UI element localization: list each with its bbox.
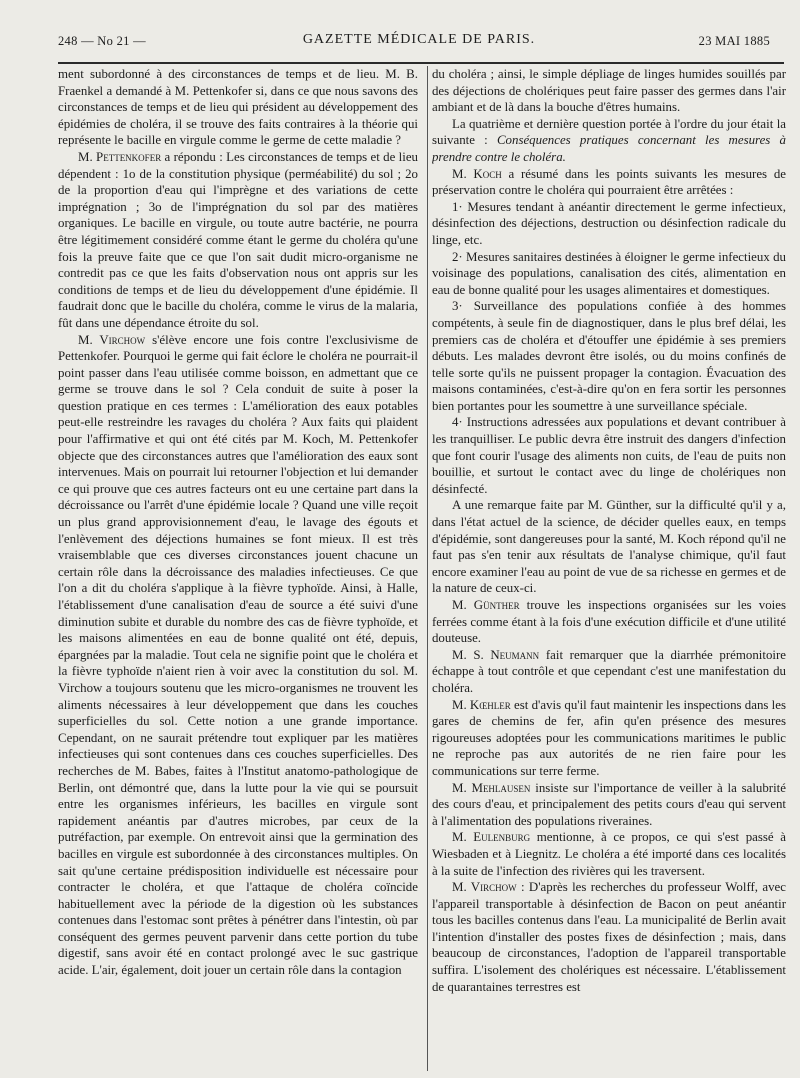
speaker-name: M. Kœhler (451, 697, 511, 712)
header-rule (58, 62, 784, 64)
paragraph (432, 66, 786, 116)
paragraph-text: A une remarque faite par M. Günther, sur la difficulté qu'il y a, dans l'état actuel de la science, de décider quelles eaux, en temps d'épidémie, sont dangereuses pour la santé, M. Koch répond qu'il ne faut pas s'en tenir aux résultats de l'analyse chimique, qu'il faut encore examiner l'eau au point de vue de sa richesse en germes et de la nature de ceux-ci. (431, 498, 786, 596)
speaker-name: M. Mehlausen (451, 780, 531, 795)
issue-date: 23 MAI 1885 (698, 34, 770, 48)
paragraph-text: du choléra ; ainsi, le simple dépliage de linges humides souillés par des déjections de cholériques peut faire passer des germes dans l'air ambiant et de là dans la bouche d'êtres humains. (431, 67, 786, 115)
paragraph-text: mentionne, à ce propos, ce qui s'est passé à Wiesbaden et à Liegnitz. Le choléra a été importé dans ces localités à la suite de l'infection des rivières qui les traversent. (431, 830, 786, 878)
speaker-name: M. Koch (451, 166, 502, 181)
paragraph-text: insiste sur l'importance de veiller à la salubrité des cours d'eau, et principalement des petits cours d'eau qui servent à l'alimentation des populations riveraines. (431, 780, 786, 828)
paragraph-text: 1· Mesures tendant à anéantir directement le germe infectieux, désinfection des déjections, destruction ou désinfection radicale du linge, etc. (431, 199, 786, 247)
paragraph (432, 597, 786, 647)
paragraph (432, 697, 786, 780)
paragraph (432, 199, 786, 249)
paragraph (432, 116, 786, 166)
paragraph (58, 332, 418, 979)
speaker-name: M. Eulenburg (451, 830, 531, 845)
paragraph (432, 829, 786, 879)
speaker-name: M. S. Neumann (451, 647, 540, 662)
paragraph (432, 780, 786, 830)
paragraph (432, 298, 786, 414)
paragraph (432, 647, 786, 697)
column-divider (427, 66, 428, 1071)
paragraph-text: a résumé dans les points suivants les mesures de préservation contre le choléra qui pourraient être arrêtées : (431, 166, 786, 198)
left-column (58, 66, 422, 1071)
paragraph-text: ment subordonné à des circonstances de temps et de lieu. M. B. Fraenkel a demandé à M. Pettenkofer si, dans ce que nous savons des circonstances de temps et de lieu qui président au développement des épidémies de choléra, il se trouve des faits contraires à la théorie qui représente le bacille en virgule comme le germe de cette maladie ? (58, 67, 418, 148)
paragraph-text: La quatrième et dernière question portée à l'ordre du jour était la suivante : (431, 116, 786, 148)
speaker-name: M. Pettenkofer (78, 149, 162, 164)
paragraph (432, 166, 786, 199)
paragraph-text: trouve les inspections organisées sur les voies ferrées comme étant à la fois d'une exécution difficile et d'une utilité douteuse. (431, 598, 786, 646)
paragraph (432, 249, 786, 299)
paragraph (58, 66, 418, 149)
page-number: 248 — No 21 — (58, 34, 146, 48)
page-header (58, 28, 780, 58)
paragraph (58, 149, 418, 332)
paragraph (432, 414, 786, 497)
paragraph (432, 879, 786, 995)
paragraph-text: 4· Instructions adressées aux populations et devant contribuer à les tranquilliser. Le public devra être instruit des dangers d'infection que font courir l'usage des aliments non cuits, de l'eau de puits non bouillie, et surtout le contact avec du linge de cholériques non désinfecté. (431, 415, 786, 496)
paragraph-text: fait remarquer que la diarrhée prémonitoire échappe à tout contrôle et que cependant c'est une manifestation du choléra. (431, 647, 786, 695)
publication-title: GAZETTE MÉDICALE DE PARIS. (302, 32, 536, 47)
speaker-name: M. Virchow (451, 880, 517, 895)
paragraph-text: est d'avis qu'il faut maintenir les inspections dans les gares de chemins de fer, afin qu'en présence des mesures rigoureuses adoptées pour les communications maritimes le public ne reproche pas aux autorités de ne rien faire pour les communications sur terre ferme. (431, 697, 786, 778)
paragraph (432, 497, 786, 597)
paragraph-text: : D'après les recherches du professeur Wolff, avec l'appareil transportable à désinfection de Bacon on peut anéantir tous les bacilles contenus dans l'eau. La municipalité de Berlin avait l'intention d'installer des postes fixes de désinfection ; mais, dans beaucoup de circonstances, l'adoption de l'appareil transportable suffira. L'isolement des cholériques est nécessaire. L'établissement de quarantaines terrestres est (431, 880, 786, 994)
paragraph-text: 2· Mesures sanitaires destinées à éloigner le germe infectieux du voisinage des populations, canalisation des cités, alimentation en eau de bonne qualité pour les usages alimentaires et domestiques. (431, 249, 786, 297)
paragraph-text: 3· Surveillance des populations confiée à des hommes compétents, à seule fin de diagnostiquer, dans le plus bref délai, les premiers cas de choléra et d'étouffer une épidémie à ses premiers débuts. Les malades devront être isolés, ou du moins confinés de telle sorte qu'ils ne puissent propager la contagion. Évacuation des maisons contaminées, c'est-à-dire qu'on en fera sortir les personnes bien portantes pour les soumettre à une surveillance spéciale. (431, 299, 786, 413)
speaker-name: M. Virchow (78, 332, 146, 347)
paragraph-text: s'élève encore une fois contre l'exclusivisme de Pettenkofer. Pourquoi le germe qui fait éclore le choléra ne pourrait-il point passer dans l'eau utilisée comme boisson, en admettant que ce germe se trouve dans le sol ? Cela conduit de suite à poser la question pratique en ces termes : L'amélioration des eaux potables peut-elle restreindre les ravages du choléra ? Aux faits qui plaident pour l'affirmative et qui ont été cités par M. Koch, M. Pettenkofer objecte que des circonstances autres que l'amélioration des eaux sont intervenues. Mais on pourrait lui retourner l'objection et lui demander ce qui prouve que ces autres facteurs ont eu une certaine part dans la décroissance ou l'arrêt d'une épidémie locale ? Quand une ville reçoit un plus grand approvisionnement d'eau, le lavage des égouts et l'enlèvement des déjections humaines se font mieux. Il est très vraisemblable que ces diverses circonstances jouent chacune un certain rôle dans la décroissance des maladies infectieuses. Ce que l'on a dit du choléra s'applique à la fièvre typhoïde. Ainsi, à Halle, l'établissement d'une canalisation d'eau de source a été suivi d'une diminution subite et durable du nombre des cas de fièvre typhoïde, et les maisons alimentées en eau de bonne qualité ont été, depuis, épargnées par la maladie. Tout cela ne signifie point que le choléra et la fièvre typhoïde n'aient rien à voir avec la constitution du sol. M. Virchow a toujours soutenu que les micro-organismes ne trouvent les aliments nécessaires à leur développement que dans les couches superficielles du sol. Cette notion a une grande importance. Cependant, on ne saurait prétendre tout expliquer par les matières infectieuses qui sont contenues dans ces couches superficielles. Des recherches de M. Babes, faites à l'Institut anatomo-pathologique de Berlin, ont démontré que, dans la lutte pour la vie qui se poursuit entre les organismes inférieurs, les bacilles en virgule sont rapidement anéantis par d'autres microbes, par ceux de la putréfaction, par exemple. On entrevoit ainsi que la germination des bacilles en virgule est subordonnée à des circonstances multiples. On sait qu'une certaine prédisposition individuelle est nécessaire pour contracter le choléra, et que l'attaque de choléra coïncide habituellement avec la période de la digestion où les substances contenues dans l'estomac sont prêtes à pénétrer dans l'intestin, où par conséquent des germes peuvent parvenir dans cette portion du tube digestif, sans avoir été en contact prolongé avec le suc gastrique acide. L'air, également, doit jouer un certain rôle dans la contagion (58, 332, 418, 978)
speaker-name: M. Günther (451, 598, 520, 612)
right-column (432, 66, 786, 1071)
italic-text: Conséquences pratiques concernant les mesures à prendre contre le choléra. (431, 133, 786, 164)
paragraph-text: a répondu : Les circonstances de temps et de lieu dépendent : 1o de la constitution physique (perméabilité) du sol ; 2o de la proportion d'eau qui l'imprègne et des variations de cette imprégnation ; 3o de l'imprégnation du sol par des matières organiques. Le bacille en virgule, ou toute autre bactérie, ne pourra être légitimement considéré comme étant le germe du choléra qu'une fois la preuve faite que ce que l'on sait dudit micro-organisme ne contredit pas ce que les faits d'observation nous ont appris sur les conditions de temps et de lieu du développement d'une épidémie. Il faudrait donc que le bacille du choléra, comme le virus de la malaria, fût dans une dépendance étroite du sol. (58, 149, 418, 330)
text-columns (58, 66, 786, 1071)
